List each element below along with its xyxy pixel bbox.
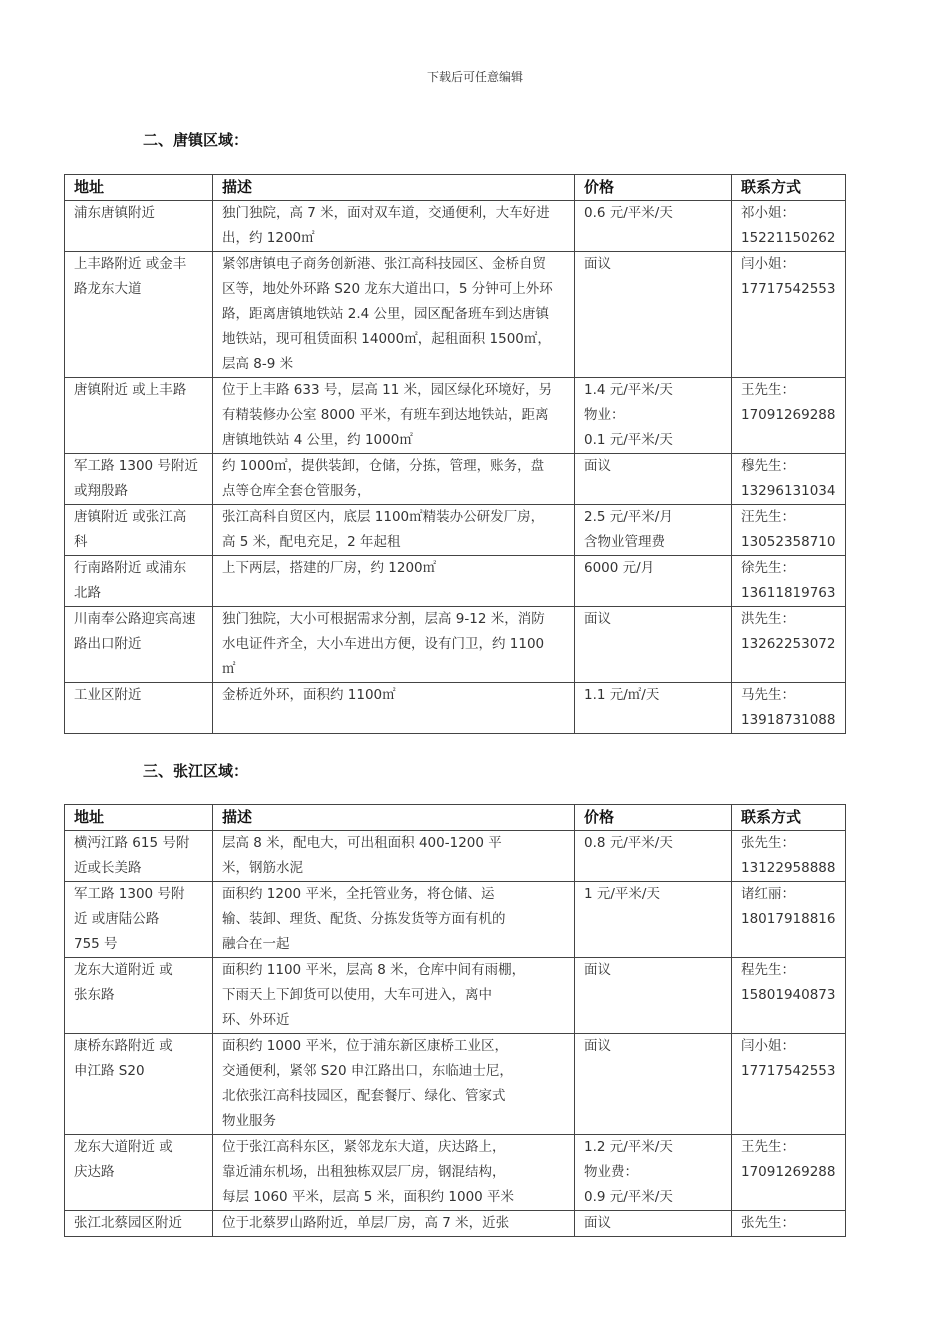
price-cell bbox=[575, 201, 732, 252]
contact-cell bbox=[732, 1135, 846, 1211]
column-header-contact: 联系方式 bbox=[732, 175, 846, 201]
description-line: 独门独院，大小可根据需求分割，层高 9-12 米，消防 bbox=[222, 611, 545, 627]
description-cell bbox=[213, 556, 575, 607]
description-cell bbox=[213, 505, 575, 556]
contact-line: 洪先生： bbox=[741, 611, 795, 627]
contact-cell bbox=[732, 958, 846, 1034]
address-line: 申江路 S20 bbox=[74, 1063, 145, 1079]
price-cell bbox=[575, 454, 732, 505]
contact-line: 穆先生： bbox=[741, 458, 795, 474]
address-line: 龙东大道附近 或 bbox=[74, 962, 173, 978]
table-row bbox=[65, 831, 846, 882]
description-cell bbox=[213, 607, 575, 683]
description-line: 每层 1060 平米，层高 5 米，面积约 1000 平米 bbox=[222, 1189, 515, 1205]
address-line: 庆达路 bbox=[74, 1164, 115, 1180]
description-line: 出，约 1200㎡ bbox=[222, 230, 315, 246]
contact-line: 17717542553 bbox=[741, 281, 836, 297]
contact-line: 王先生： bbox=[741, 382, 795, 398]
description-cell bbox=[213, 831, 575, 882]
description-line: 位于上丰路 633 号，层高 11 米，园区绿化环境好，另 bbox=[222, 382, 553, 398]
contact-line: 13262253072 bbox=[741, 636, 836, 652]
contact-cell bbox=[732, 1211, 846, 1237]
table-row bbox=[65, 958, 846, 1034]
contact-line: 诸红丽： bbox=[741, 886, 795, 902]
price-cell bbox=[575, 958, 732, 1034]
contact-line: 13918731088 bbox=[741, 712, 836, 728]
contact-line: 王先生： bbox=[741, 1139, 795, 1155]
address-cell bbox=[65, 831, 213, 882]
address-line: 浦东唐镇附近 bbox=[74, 205, 155, 221]
contact-cell bbox=[732, 454, 846, 505]
description-line: ㎡ bbox=[222, 661, 236, 677]
contact-cell bbox=[732, 556, 846, 607]
column-header-price: 价格 bbox=[575, 805, 732, 831]
address-cell bbox=[65, 683, 213, 734]
table-row bbox=[65, 1135, 846, 1211]
table-row bbox=[65, 1211, 846, 1237]
address-cell bbox=[65, 958, 213, 1034]
description-line: 交通便利，紧邻 S20 申江路出口，东临迪士尼， bbox=[222, 1063, 513, 1079]
contact-line: 13122958888 bbox=[741, 860, 836, 876]
address-line: 北路 bbox=[74, 585, 101, 601]
price-line: 面议 bbox=[584, 256, 611, 272]
description-cell bbox=[213, 454, 575, 505]
description-line: 路，距离唐镇地铁站 2.4 公里，园区配备班车到达唐镇 bbox=[222, 306, 550, 322]
table-row bbox=[65, 378, 846, 454]
price-line: 物业费： bbox=[584, 1164, 638, 1180]
column-header-contact: 联系方式 bbox=[732, 805, 846, 831]
address-line: 张江北蔡园区附近 bbox=[74, 1215, 182, 1231]
contact-line: 马先生： bbox=[741, 687, 795, 703]
description-line: 下雨天上下卸货可以使用，大车可进入，离中 bbox=[222, 987, 492, 1003]
contact-line: 13052358710 bbox=[741, 534, 836, 550]
contact-line: 13611819763 bbox=[741, 585, 836, 601]
description-cell bbox=[213, 201, 575, 252]
address-line: 上丰路附近 或金丰 bbox=[74, 256, 187, 272]
contact-line: 闫小姐： bbox=[741, 256, 795, 272]
contact-line: 祁小姐： bbox=[741, 205, 795, 221]
price-line: 6000 元/月 bbox=[584, 560, 655, 576]
address-line: 军工路 1300 号附近 bbox=[74, 458, 198, 474]
contact-line: 徐先生： bbox=[741, 560, 795, 576]
description-line: 物业服务 bbox=[222, 1113, 276, 1129]
contact-cell bbox=[732, 831, 846, 882]
address-line: 军工路 1300 号附 bbox=[74, 886, 185, 902]
price-cell bbox=[575, 378, 732, 454]
address-line: 行南路附近 或浦东 bbox=[74, 560, 187, 576]
description-line: 紧邻唐镇电子商务创新港、张江高科技园区、金桥自贸 bbox=[222, 256, 546, 272]
description-cell bbox=[213, 1211, 575, 1237]
price-line: 0.9 元/平米/天 bbox=[584, 1189, 673, 1205]
price-cell bbox=[575, 252, 732, 378]
description-line: 层高 8-9 米 bbox=[222, 356, 294, 372]
price-cell bbox=[575, 1211, 732, 1237]
price-line: 1.4 元/平米/天 bbox=[584, 382, 673, 398]
price-cell bbox=[575, 831, 732, 882]
address-line: 工业区附近 bbox=[74, 687, 142, 703]
contact-cell bbox=[732, 378, 846, 454]
address-cell bbox=[65, 252, 213, 378]
address-cell bbox=[65, 607, 213, 683]
column-header-address: 地址 bbox=[65, 175, 213, 201]
price-cell bbox=[575, 882, 732, 958]
table-row bbox=[65, 556, 846, 607]
price-line: 物业： bbox=[584, 407, 625, 423]
address-line: 横沔江路 615 号附 bbox=[74, 835, 190, 851]
description-line: 北依张江高科技园区，配套餐厅、绿化、管家式 bbox=[222, 1088, 506, 1104]
address-line: 科 bbox=[74, 534, 88, 550]
description-line: 层高 8 米，配电大，可出租面积 400-1200 平 bbox=[222, 835, 502, 851]
description-cell bbox=[213, 252, 575, 378]
address-cell bbox=[65, 1034, 213, 1135]
price-line: 1 元/平米/天 bbox=[584, 886, 660, 902]
description-line: 点等仓库全套仓管服务， bbox=[222, 483, 371, 499]
description-line: 面积约 1200 平米，全托管业务，将仓储、运 bbox=[222, 886, 495, 902]
column-header-description: 描述 bbox=[213, 805, 575, 831]
address-cell bbox=[65, 378, 213, 454]
table-row bbox=[65, 683, 846, 734]
price-cell bbox=[575, 505, 732, 556]
table-row bbox=[65, 201, 846, 252]
price-cell bbox=[575, 607, 732, 683]
address-cell bbox=[65, 454, 213, 505]
description-line: 融合在一起 bbox=[222, 936, 290, 952]
contact-cell bbox=[732, 252, 846, 378]
table-row bbox=[65, 252, 846, 378]
address-cell bbox=[65, 1135, 213, 1211]
contact-cell bbox=[732, 1034, 846, 1135]
address-line: 路出口附近 bbox=[74, 636, 142, 652]
address-line: 康桥东路附近 或 bbox=[74, 1038, 173, 1054]
description-cell bbox=[213, 958, 575, 1034]
section-title-zhangjiang: 三、张江区域： bbox=[143, 762, 249, 780]
contact-line: 13296131034 bbox=[741, 483, 836, 499]
description-cell bbox=[213, 1034, 575, 1135]
address-line: 唐镇附近 或上丰路 bbox=[74, 382, 187, 398]
address-line: 张东路 bbox=[74, 987, 115, 1003]
contact-line: 汪先生： bbox=[741, 509, 795, 525]
page-header: 下载后可任意编辑 bbox=[426, 70, 523, 84]
description-line: 独门独院，高 7 米，面对双车道，交通便利，大车好进 bbox=[222, 205, 550, 221]
price-line: 1.2 元/平米/天 bbox=[584, 1139, 673, 1155]
table-row bbox=[65, 454, 846, 505]
table-row bbox=[65, 607, 846, 683]
description-line: 有精装修办公室 8000 平米，有班车到达地铁站，距离 bbox=[222, 407, 549, 423]
description-line: 高 5 米，配电充足，2 年起租 bbox=[222, 534, 401, 550]
price-cell bbox=[575, 1034, 732, 1135]
price-line: 0.6 元/平米/天 bbox=[584, 205, 673, 221]
description-line: 位于张江高科东区，紧邻龙东大道，庆达路上， bbox=[222, 1139, 506, 1155]
contact-cell bbox=[732, 882, 846, 958]
address-cell bbox=[65, 882, 213, 958]
description-line: 上下两层，搭建的厂房，约 1200㎡ bbox=[222, 560, 437, 576]
description-line: 地铁站，现可租赁面积 14000㎡，起租面积 1500㎡， bbox=[222, 331, 551, 347]
contact-cell bbox=[732, 607, 846, 683]
table-row bbox=[65, 505, 846, 556]
contact-line: 闫小姐： bbox=[741, 1038, 795, 1054]
section-title-tangzhen: 二、唐镇区域： bbox=[143, 131, 249, 149]
contact-line: 15221150262 bbox=[741, 230, 836, 246]
address-cell bbox=[65, 201, 213, 252]
price-line: 0.1 元/平米/天 bbox=[584, 432, 673, 448]
description-line: 水电证件齐全，大小车进出方便，设有门卫，约 1100 bbox=[222, 636, 545, 652]
address-line: 近 或唐陆公路 bbox=[74, 911, 160, 927]
contact-line: 17717542553 bbox=[741, 1063, 836, 1079]
contact-line: 18017918816 bbox=[741, 911, 836, 927]
description-line: 靠近浦东机场，出租独栋双层厂房，钢混结构， bbox=[222, 1164, 506, 1180]
price-line: 面议 bbox=[584, 962, 611, 978]
price-cell bbox=[575, 683, 732, 734]
description-line: 输、装卸、理货、配货、分拣发货等方面有机的 bbox=[222, 911, 506, 927]
table-row bbox=[65, 1034, 846, 1135]
price-line: 面议 bbox=[584, 1215, 611, 1231]
column-header-address: 地址 bbox=[65, 805, 213, 831]
address-line: 唐镇附近 或张江高 bbox=[74, 509, 187, 525]
description-cell bbox=[213, 882, 575, 958]
description-line: 面积约 1100 平米，层高 8 米，仓库中间有雨棚， bbox=[222, 962, 526, 978]
description-cell bbox=[213, 378, 575, 454]
address-cell bbox=[65, 1211, 213, 1237]
price-line: 1.1 元/㎡/天 bbox=[584, 687, 660, 703]
contact-line: 程先生： bbox=[741, 962, 795, 978]
contact-cell bbox=[732, 201, 846, 252]
address-line: 755 号 bbox=[74, 936, 118, 952]
description-line: 环、外环近 bbox=[222, 1012, 290, 1028]
listing-table-tangzhen bbox=[64, 174, 846, 734]
contact-cell bbox=[732, 505, 846, 556]
address-line: 川南奉公路迎宾高速 bbox=[74, 611, 196, 627]
contact-cell bbox=[732, 683, 846, 734]
price-line: 2.5 元/平米/月 bbox=[584, 509, 673, 525]
description-line: 张江高科自贸区内，底层 1100㎡精装办公研发厂房， bbox=[222, 509, 545, 525]
description-cell bbox=[213, 1135, 575, 1211]
price-line: 面议 bbox=[584, 611, 611, 627]
address-cell bbox=[65, 505, 213, 556]
address-cell bbox=[65, 556, 213, 607]
contact-line: 15801940873 bbox=[741, 987, 836, 1003]
address-line: 或翔殷路 bbox=[74, 483, 128, 499]
contact-line: 张先生： bbox=[741, 1215, 795, 1231]
price-line: 面议 bbox=[584, 458, 611, 474]
contact-line: 17091269288 bbox=[741, 407, 836, 423]
table-header-row bbox=[65, 175, 846, 201]
listing-table-zhangjiang bbox=[64, 804, 846, 1237]
description-line: 区等，地处外环路 S20 龙东大道出口，5 分钟可上外环 bbox=[222, 281, 553, 297]
address-line: 近或长美路 bbox=[74, 860, 142, 876]
description-line: 约 1000㎡，提供装卸，仓储，分拣，管理，账务，盘 bbox=[222, 458, 545, 474]
price-line: 0.8 元/平米/天 bbox=[584, 835, 673, 851]
description-cell bbox=[213, 683, 575, 734]
address-line: 路龙东大道 bbox=[74, 281, 142, 297]
description-line: 位于北蔡罗山路附近，单层厂房，高 7 米，近张 bbox=[222, 1215, 510, 1231]
table-row bbox=[65, 882, 846, 958]
contact-line: 张先生： bbox=[741, 835, 795, 851]
price-cell bbox=[575, 556, 732, 607]
price-line: 面议 bbox=[584, 1038, 611, 1054]
description-line: 米，钢筋水泥 bbox=[222, 860, 303, 876]
price-line: 含物业管理费 bbox=[584, 534, 665, 550]
price-cell bbox=[575, 1135, 732, 1211]
description-line: 唐镇地铁站 4 公里，约 1000㎡ bbox=[222, 432, 413, 448]
description-line: 金桥近外环，面积约 1100㎡ bbox=[222, 687, 396, 703]
table-header-row bbox=[65, 805, 846, 831]
contact-line: 17091269288 bbox=[741, 1164, 836, 1180]
address-line: 龙东大道附近 或 bbox=[74, 1139, 173, 1155]
column-header-price: 价格 bbox=[575, 175, 732, 201]
column-header-description: 描述 bbox=[213, 175, 575, 201]
description-line: 面积约 1000 平米，位于浦东新区康桥工业区， bbox=[222, 1038, 508, 1054]
